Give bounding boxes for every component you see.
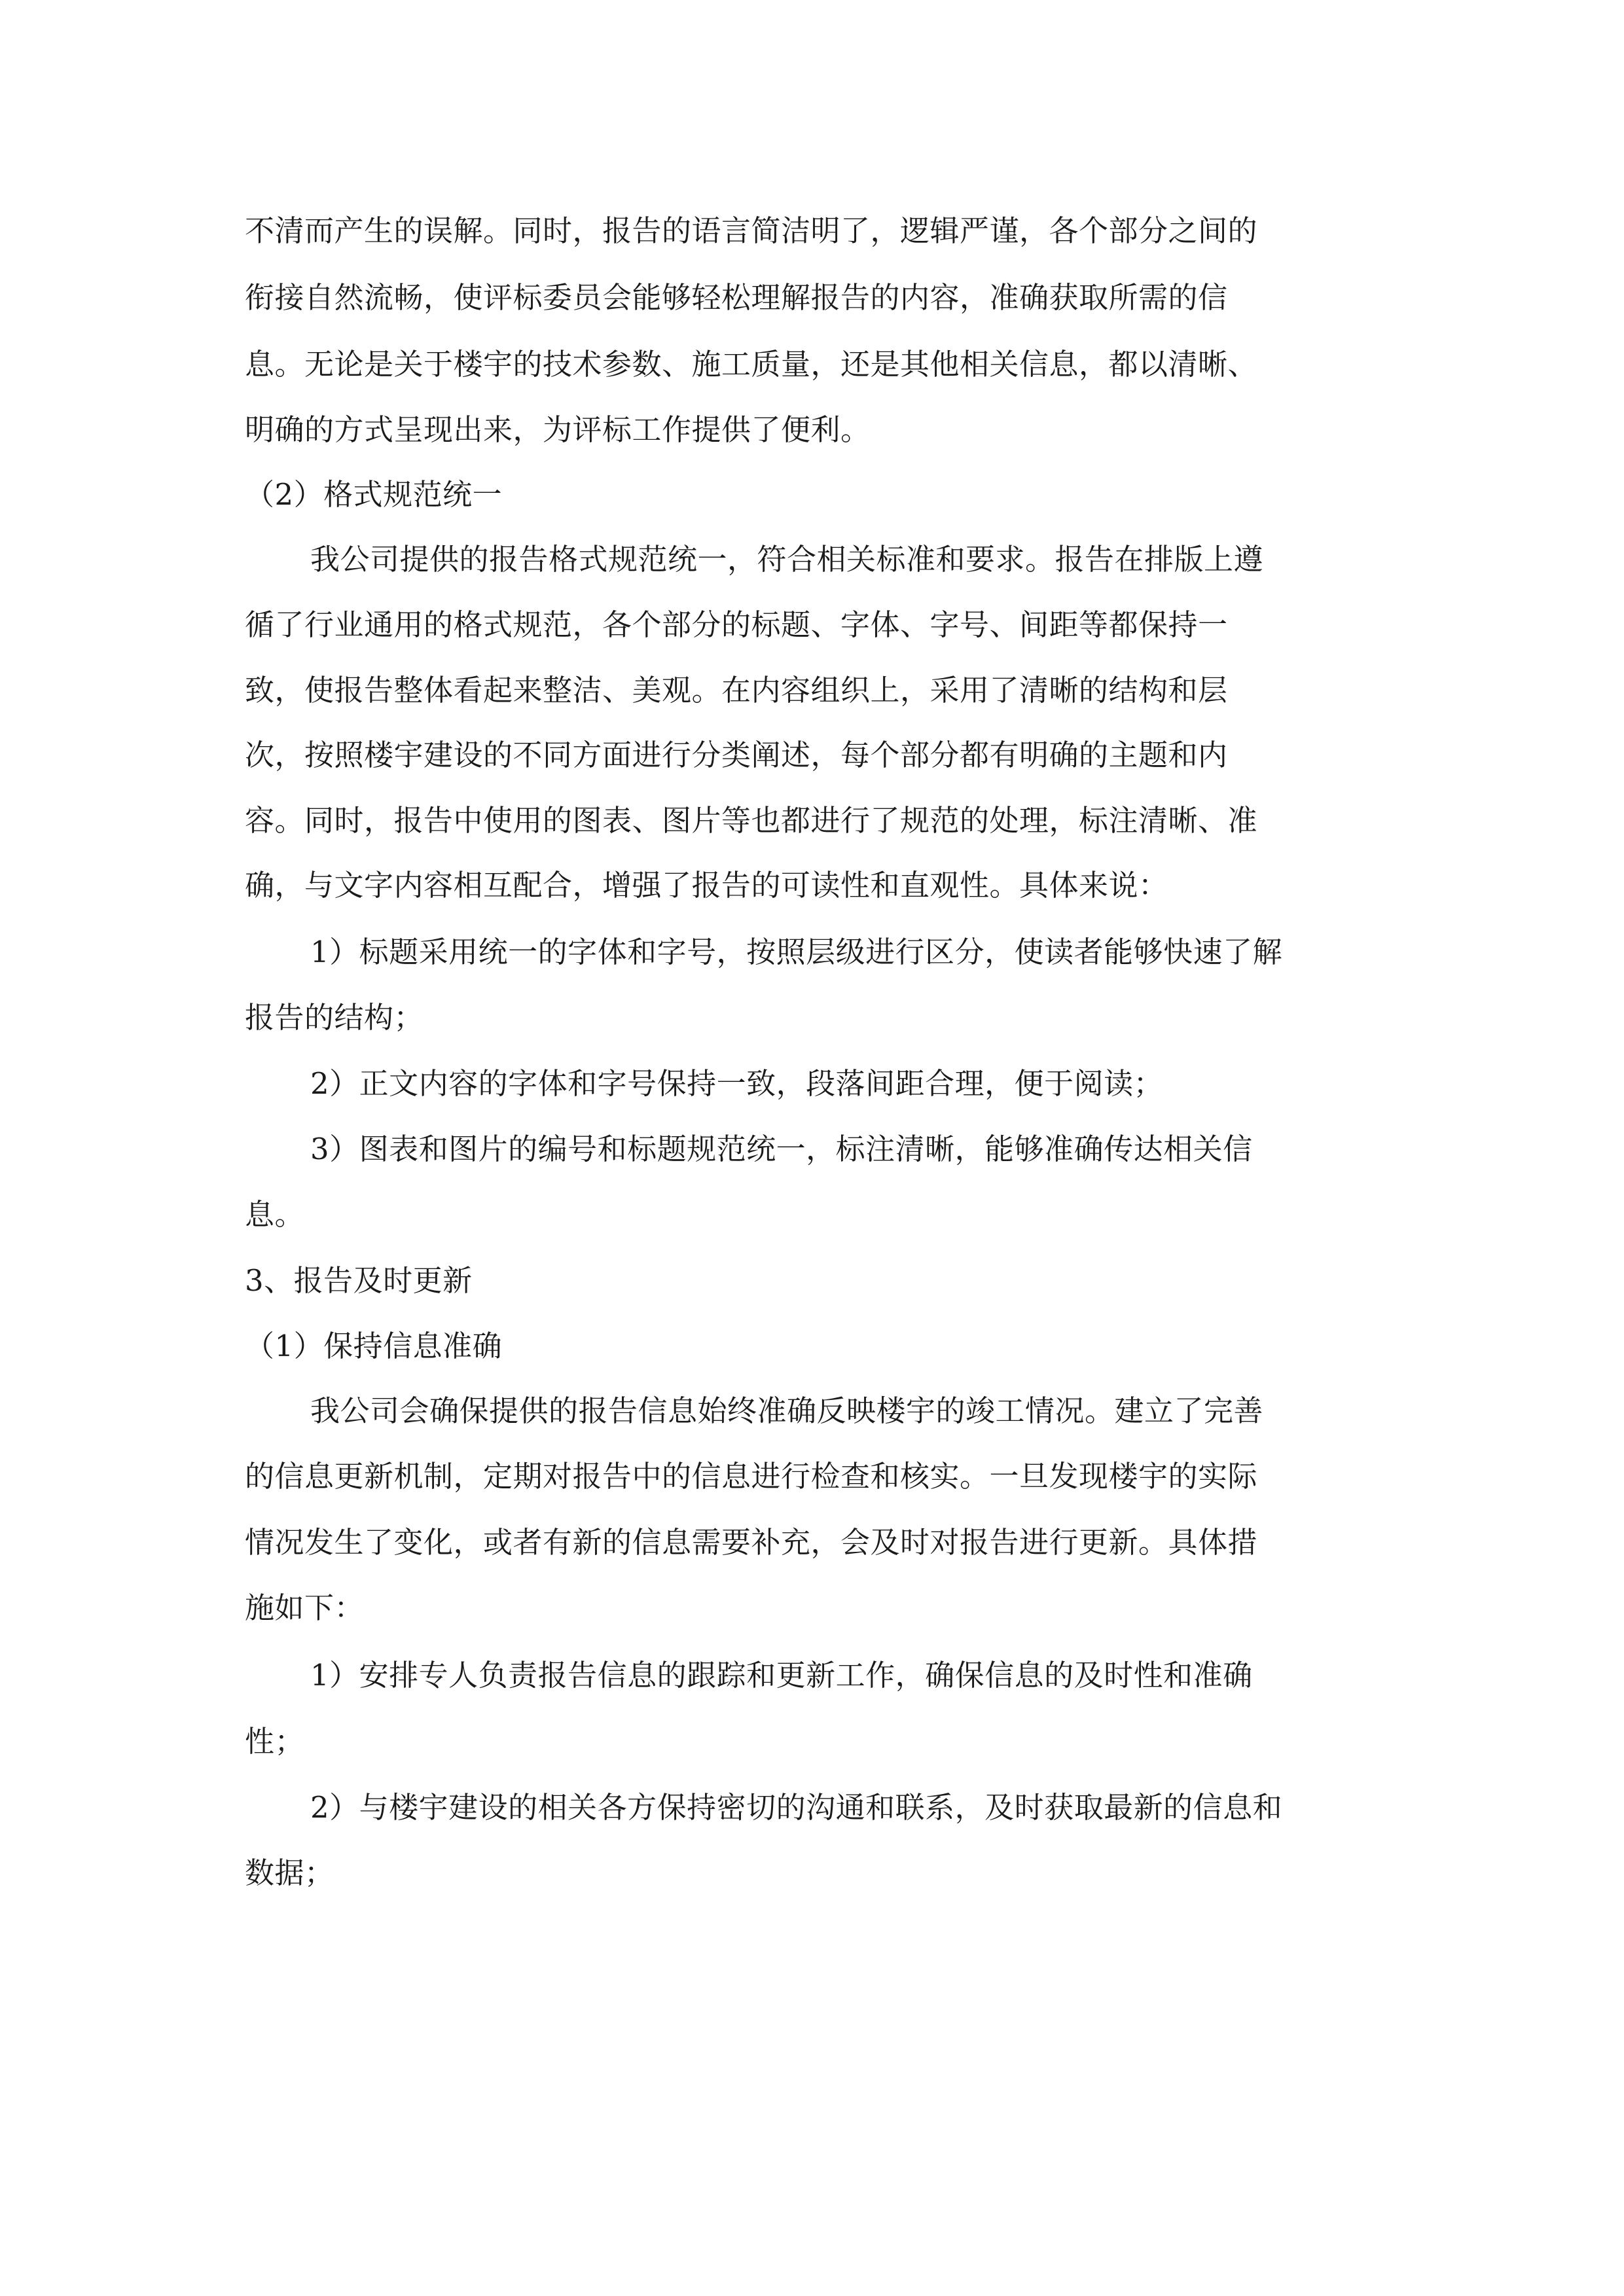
list-item-line: 2）与楼宇建设的相关各方保持密切的沟通和联系，及时获取最新的信息和 [310,1790,1283,1825]
paragraph-line: 的信息更新机制，定期对报告中的信息进行检查和核实。一旦发现楼宇的实际 [245,1459,1258,1494]
section-heading: 3、报告及时更新 [245,1263,473,1298]
list-item-line: 数据； [245,1856,334,1890]
paragraph-line: 不清而产生的误解。同时，报告的语言简洁明了，逻辑严谨，各个部分之间的 [245,213,1258,248]
paragraph-line: 次，按照楼宇建设的不同方面进行分类阐述，每个部分都有明确的主题和内 [245,738,1228,772]
list-item-line: 3）图表和图片的编号和标题规范统一，标注清晰，能够准确传达相关信 [310,1132,1253,1166]
paragraph-line: 情况发生了变化，或者有新的信息需要补充，会及时对报告进行更新。具体措 [245,1525,1258,1560]
paragraph-line: 循了行业通用的格式规范，各个部分的标题、字体、字号、间距等都保持一 [245,607,1228,642]
paragraph-line: 施如下： [245,1590,365,1625]
list-item-line: 性； [245,1724,305,1759]
paragraph-line: 容。同时，报告中使用的图表、图片等也都进行了规范的处理，标注清晰、准 [245,803,1258,838]
subsection-heading: （1）保持信息准确 [245,1329,503,1363]
list-item-line: 息。 [245,1197,305,1232]
list-item-line: 1）安排专人负责报告信息的跟踪和更新工作，确保信息的及时性和准确 [310,1658,1253,1693]
section-heading: （2）格式规范统一 [245,477,503,512]
list-item-line: 2）正文内容的字体和字号保持一致，段落间距合理，便于阅读； [310,1066,1164,1101]
list-item-line: 报告的结构； [245,1000,424,1035]
paragraph-line: 息。无论是关于楼宇的技术参数、施工质量，还是其他相关信息，都以清晰、 [245,347,1258,382]
list-item-line: 1）标题采用统一的字体和字号，按照层级进行区分，使读者能够快速了解 [310,935,1283,969]
paragraph-line: 我公司提供的报告格式规范统一，符合相关标准和要求。报告在排版上遵 [310,542,1264,577]
paragraph-line: 致，使报告整体看起来整洁、美观。在内容组织上，采用了清晰的结构和层 [245,673,1228,708]
paragraph-line: 衔接自然流畅，使评标委员会能够轻松理解报告的内容，准确获取所需的信 [245,280,1228,315]
paragraph-line: 明确的方式呈现出来，为评标工作提供了便利。 [245,412,871,447]
paragraph-line: 确，与文字内容相互配合，增强了报告的可读性和直观性。具体来说： [245,868,1168,903]
paragraph-line: 我公司会确保提供的报告信息始终准确反映楼宇的竣工情况。建立了完善 [310,1393,1264,1428]
